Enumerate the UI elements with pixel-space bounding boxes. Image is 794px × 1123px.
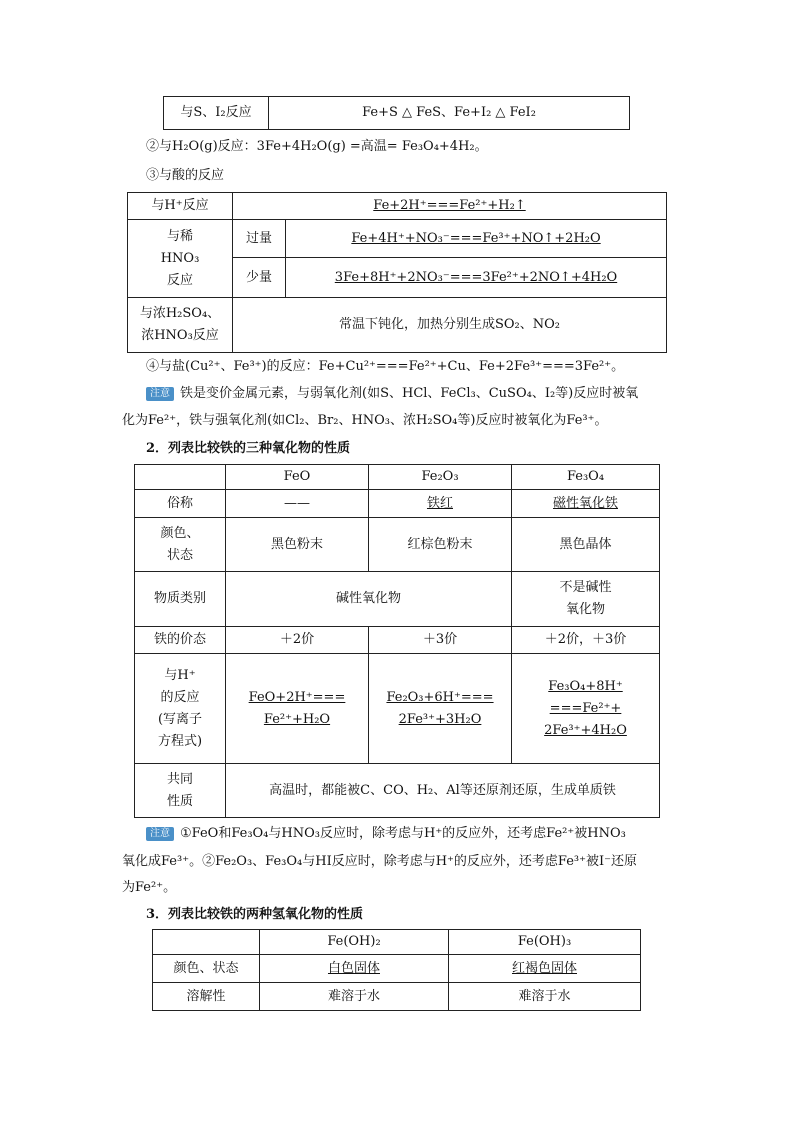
- t4-r1-label: 颜色、状态: [153, 955, 260, 983]
- cell-equation: Fe+S △ FeS、Fe+I₂ △ FeI₂: [269, 97, 630, 130]
- cell-label: 与S、I₂反应: [164, 97, 269, 130]
- conc-text: 常温下钝化，加热分别生成SO₂、NO₂: [233, 298, 667, 353]
- small-equation: 3Fe+8H⁺+2NO₃⁻===3Fe²⁺+2NO↑+4H₂O: [286, 258, 667, 298]
- t3-r5-c2: [369, 654, 512, 764]
- t3-r6-label: 共同 性质: [135, 764, 226, 818]
- salt-reaction-line: ④与盐(Cu²⁺、Fe³⁺)的反应：Fe+Cu²⁺===Fe²⁺+Cu、Fe+2Fe³⁺===3Fe²⁺。: [146, 359, 625, 374]
- conc-label: 与浓H₂SO₄、 浓HNO₃反应: [128, 298, 233, 353]
- fe3o4-eq-line3: 2Fe³⁺+4H₂O: [544, 722, 627, 738]
- t4-r2-c2: 难溶于水: [449, 983, 641, 1011]
- fe2o3-eq-line2: 2Fe³⁺+3H₂O: [398, 711, 482, 727]
- t4-r2-label: 溶解性: [153, 983, 260, 1011]
- t4-r2-c1: 难溶于水: [260, 983, 449, 1011]
- t3-r2-c2: 红棕色粉末: [369, 518, 512, 572]
- t3-r4-c3: ＋2价，＋3价: [512, 627, 660, 654]
- feo-eq-line1: FeO+2H⁺===: [248, 689, 346, 705]
- t4-header-feoh2: Fe(OH)₂: [260, 930, 449, 955]
- water-reaction-line: ②与H₂O(g)反应：3Fe+4H₂O(g) =高温= Fe₃O₄+4H₂。: [146, 139, 488, 154]
- table-iron-hydroxides: [152, 929, 641, 1011]
- t3-r3-c3: 不是碱性 氧化物: [512, 572, 660, 627]
- excess-label: 过量: [233, 220, 286, 258]
- t3-r5-c3: [512, 654, 660, 764]
- note-1-text-a: 铁是变价金属元素，与弱氧化剂(如S、HCl、FeCl₃、CuSO₄、I₂等)反应时被氧: [180, 386, 639, 401]
- t3-r4-label: 铁的价态: [135, 627, 226, 654]
- t3-r3-label: 物质类别: [135, 572, 226, 627]
- t3-r5-c1: [226, 654, 369, 764]
- t3-r4-c1: ＋2价: [226, 627, 369, 654]
- acid-heading: ③与酸的反应: [146, 168, 225, 183]
- section-3-heading: 3．列表比较铁的两种氢氧化物的性质: [146, 907, 364, 922]
- excess-equation: Fe+4H⁺+NO₃⁻===Fe³⁺+NO↑+2H₂O: [286, 220, 667, 258]
- table-iron-oxides: [134, 464, 660, 818]
- t3-header-fe2o3: Fe₂O₃: [369, 465, 512, 490]
- fe3o4-eq-line2: ===Fe²⁺+: [549, 700, 622, 716]
- t3-r2-c3: 黑色晶体: [512, 518, 660, 572]
- h-label: 与H⁺反应: [128, 193, 233, 220]
- t4-r1-c2: 红褐色固体: [449, 955, 641, 983]
- fe3o4-eq-line1: Fe₃O₄+8H⁺: [548, 678, 623, 694]
- t3-r2-label: 颜色、 状态: [135, 518, 226, 572]
- h-equation: Fe+2H⁺===Fe²⁺+H₂↑: [233, 193, 667, 220]
- note-2-text-c: 为Fe²⁺。: [122, 880, 177, 895]
- note-1: [146, 382, 638, 401]
- table-acid-reactions: [127, 192, 667, 353]
- t3-header-feo: FeO: [226, 465, 369, 490]
- note-1-text-b: 化为Fe²⁺，铁与强氧化剂(如Cl₂、Br₂、HNO₃、浓H₂SO₄等)反应时被氧化为Fe³⁺。: [122, 413, 608, 428]
- t3-r1-c2: 铁红: [369, 490, 512, 518]
- t3-r4-c2: ＋3价: [369, 627, 512, 654]
- t4-r1-c1: 白色固体: [260, 955, 449, 983]
- t3-r6-text: 高温时，都能被C、CO、H₂、Al等还原剂还原，生成单质铁: [226, 764, 660, 818]
- t3-r1-label: 俗称: [135, 490, 226, 518]
- t3-corner: [135, 465, 226, 490]
- note-2-text-b: 氧化成Fe³⁺。②Fe₂O₃、Fe₃O₄与HI反应时，除考虑与H⁺的反应外，还考虑Fe³⁺被I⁻还原: [122, 854, 637, 869]
- t4-corner: [153, 930, 260, 955]
- t3-r2-c1: 黑色粉末: [226, 518, 369, 572]
- note-2-text-a: ①FeO和Fe₃O₄与HNO₃反应时，除考虑与H⁺的反应外，还考虑Fe²⁺被HNO₃: [180, 826, 626, 841]
- hno3-label: 与稀 HNO₃ 反应: [128, 220, 233, 298]
- small-label: 少量: [233, 258, 286, 298]
- t3-header-fe3o4: Fe₃O₄: [512, 465, 660, 490]
- t3-r1-c3: 磁性氧化铁: [512, 490, 660, 518]
- t3-r1-c1: ——: [226, 490, 369, 518]
- t3-r5-label: 与H⁺ 的反应 (写离子 方程式): [135, 654, 226, 764]
- note-badge: 注意: [146, 387, 174, 401]
- note-2-badge: 注意: [146, 827, 174, 841]
- fe2o3-eq-line1: Fe₂O₃+6H⁺===: [386, 689, 494, 705]
- note-2: [146, 822, 626, 841]
- t4-header-feoh3: Fe(OH)₃: [449, 930, 641, 955]
- table-fe-s-i2: [163, 96, 630, 130]
- section-2-heading: 2．列表比较铁的三种氧化物的性质: [146, 441, 351, 456]
- t3-r3-c12: 碱性氧化物: [226, 572, 512, 627]
- feo-eq-line2: Fe²⁺+H₂O: [263, 711, 331, 727]
